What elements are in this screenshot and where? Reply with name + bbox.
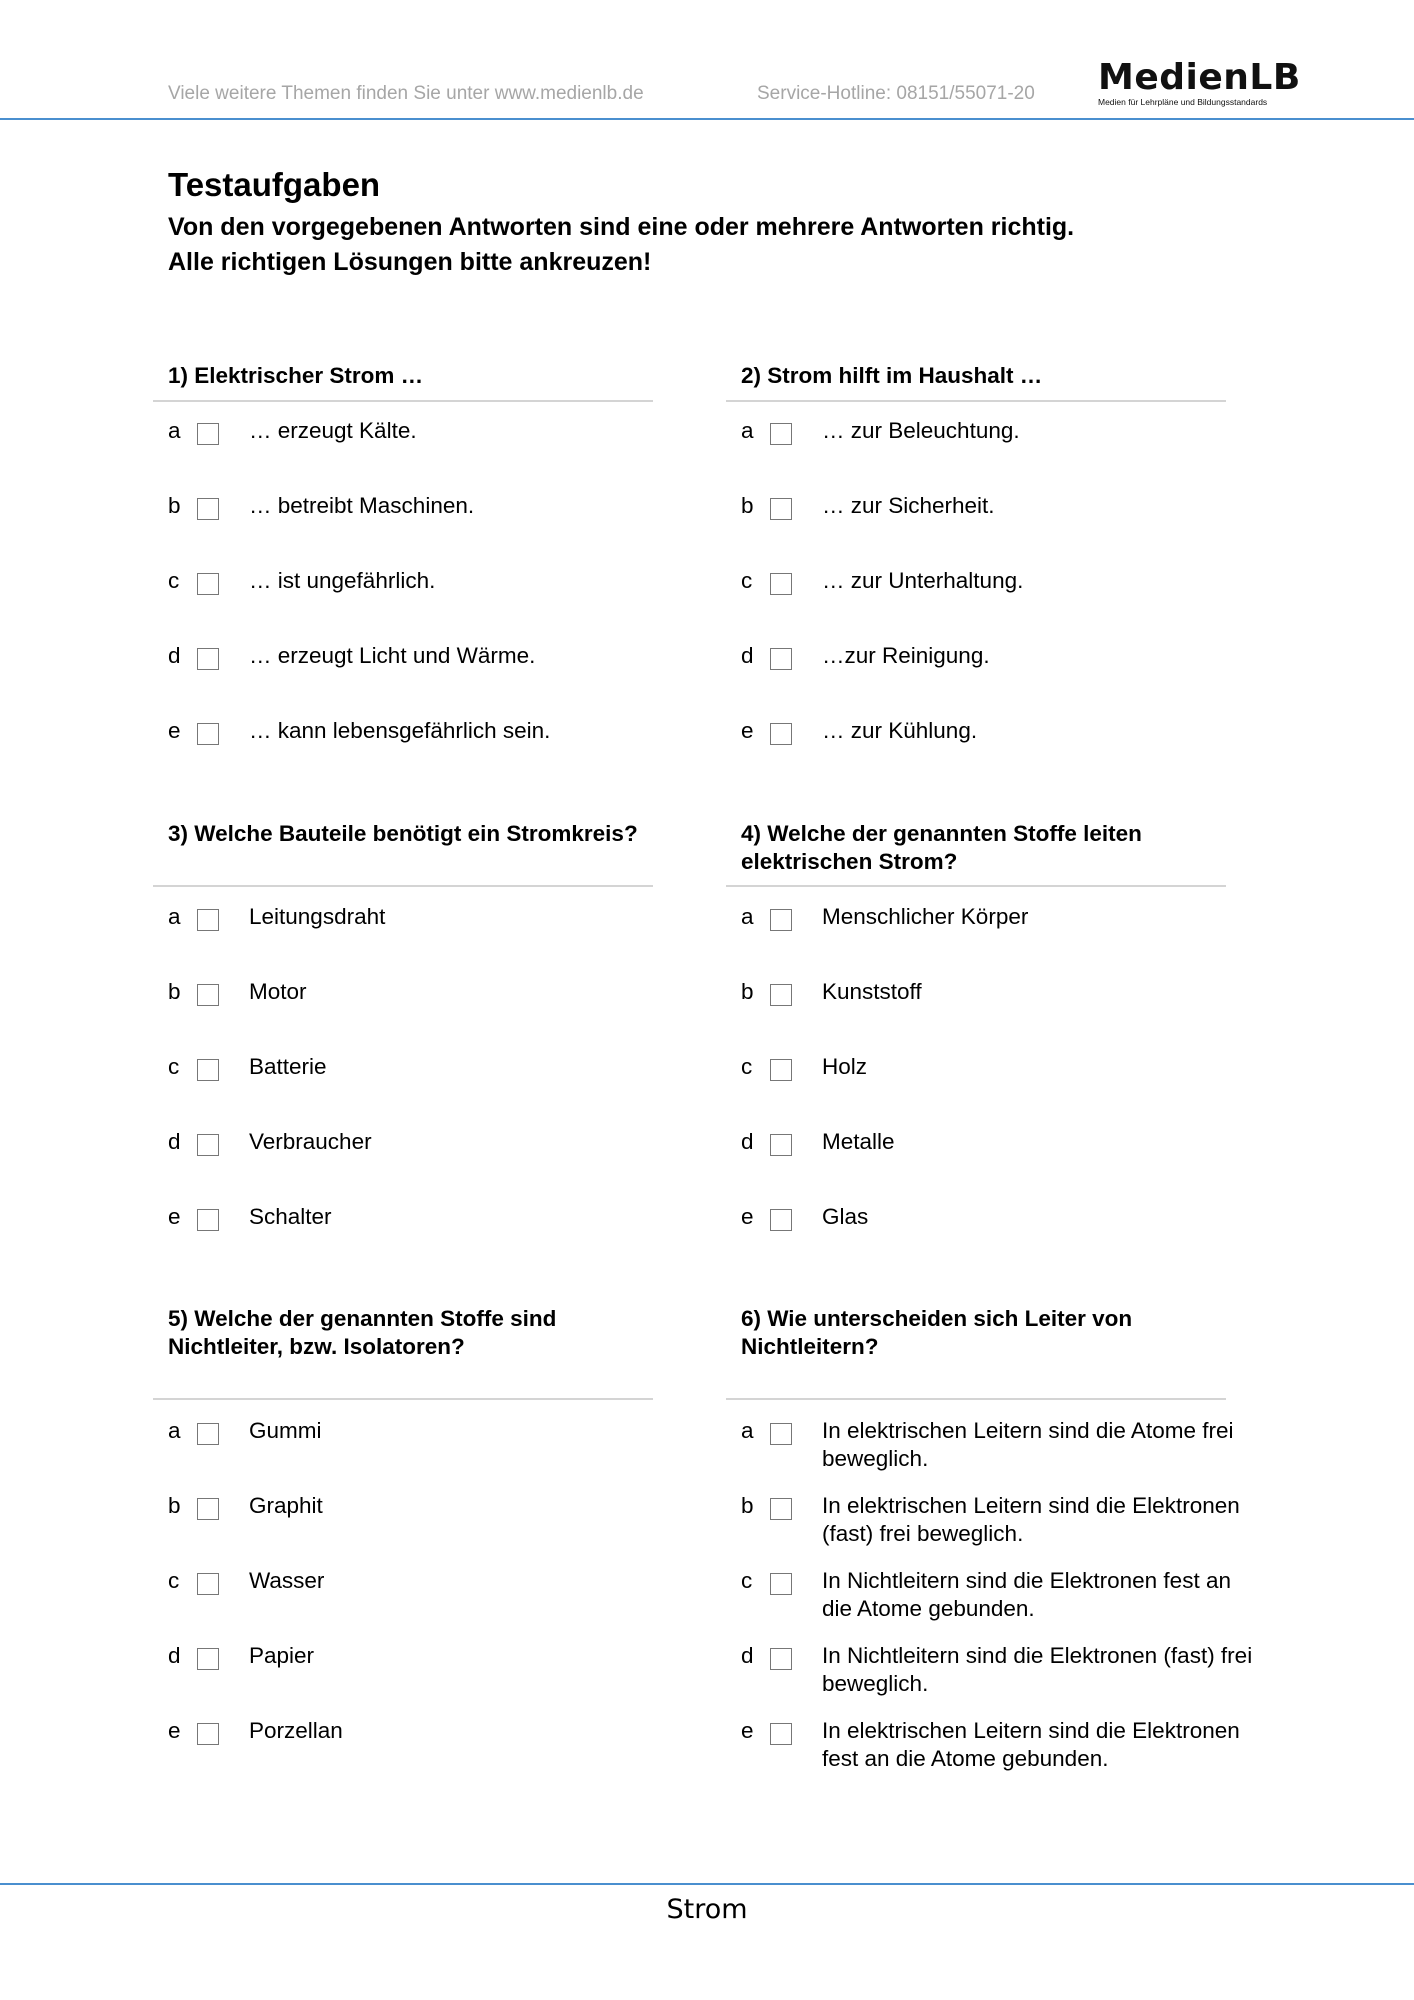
- option-letter: a: [168, 1418, 181, 1443]
- question-heading: 6) Wie unterscheiden sich Leiter von Nichtleitern?: [741, 1306, 1133, 1359]
- answer-checkbox[interactable]: [770, 1498, 792, 1520]
- answer-option[interactable]: [168, 717, 688, 777]
- answer-checkbox[interactable]: [197, 573, 219, 595]
- option-text: Metalle: [822, 1129, 895, 1154]
- answer-checkbox[interactable]: [770, 723, 792, 745]
- page-header: [0, 0, 1414, 120]
- option-letter: b: [741, 1493, 754, 1518]
- option-letter: a: [741, 1418, 754, 1443]
- option-letter: a: [741, 904, 754, 929]
- option-letter: c: [168, 1568, 180, 1593]
- option-text: … zur Kühlung.: [822, 718, 978, 743]
- option-letter: d: [741, 1129, 754, 1154]
- answer-option[interactable]: [168, 903, 688, 963]
- option-letter: c: [168, 1054, 180, 1079]
- option-letter: e: [741, 718, 754, 743]
- answer-option[interactable]: [741, 1567, 1261, 1627]
- option-letter: d: [168, 643, 181, 668]
- option-text: …zur Reinigung.: [822, 643, 990, 668]
- answer-checkbox[interactable]: [770, 1648, 792, 1670]
- footer-topic-label: Strom: [666, 1894, 748, 1925]
- option-text: … zur Beleuchtung.: [822, 418, 1020, 443]
- answer-option[interactable]: [741, 1642, 1261, 1702]
- answer-checkbox[interactable]: [770, 1209, 792, 1231]
- answer-option[interactable]: [168, 1128, 688, 1188]
- answer-checkbox[interactable]: [770, 909, 792, 931]
- option-text: In Nichtleitern sind die Elektronen (fast) frei beweglich.: [822, 1643, 1253, 1696]
- option-text: … kann lebensgefährlich sein.: [249, 718, 551, 743]
- question-heading: 4) Welche der genannten Stoffe leiten elektrischen Strom?: [741, 821, 1142, 874]
- answer-checkbox[interactable]: [770, 1059, 792, 1081]
- answer-option[interactable]: [741, 417, 1261, 477]
- question-divider: [726, 400, 1226, 402]
- question-heading: 1) Elektrischer Strom …: [168, 363, 424, 388]
- question-divider: [726, 885, 1226, 887]
- answer-option[interactable]: [168, 978, 688, 1038]
- option-text: Graphit: [249, 1493, 323, 1518]
- option-text: Motor: [249, 979, 307, 1004]
- option-letter: d: [168, 1129, 181, 1154]
- answer-checkbox[interactable]: [770, 1723, 792, 1745]
- answer-checkbox[interactable]: [197, 423, 219, 445]
- answer-checkbox[interactable]: [770, 498, 792, 520]
- option-letter: b: [168, 493, 181, 518]
- question-heading: 5) Welche der genannten Stoffe sind Nichtleiter, bzw. Isolatoren?: [168, 1306, 557, 1359]
- answer-option[interactable]: [168, 1417, 688, 1477]
- option-letter: a: [741, 418, 754, 443]
- answer-option[interactable]: [168, 567, 688, 627]
- answer-checkbox[interactable]: [197, 984, 219, 1006]
- option-text: In elektrischen Leitern sind die Atome frei beweglich.: [822, 1418, 1234, 1471]
- option-letter: e: [168, 1204, 181, 1229]
- option-letter: a: [168, 418, 181, 443]
- question-heading: 3) Welche Bauteile benötigt ein Stromkreis?: [168, 821, 638, 846]
- answer-checkbox[interactable]: [770, 1573, 792, 1595]
- header-divider: [0, 118, 1414, 120]
- answer-option[interactable]: [741, 1128, 1261, 1188]
- answer-checkbox[interactable]: [770, 573, 792, 595]
- option-letter: b: [168, 979, 181, 1004]
- answer-checkbox[interactable]: [197, 648, 219, 670]
- answer-option[interactable]: [741, 903, 1261, 963]
- option-letter: c: [741, 568, 753, 593]
- answer-option[interactable]: [741, 1717, 1261, 1777]
- answer-option[interactable]: [168, 642, 688, 702]
- instruction-line-1: Von den vorgegebenen Antworten sind eine oder mehrere Antworten richtig.: [168, 213, 1075, 241]
- answer-checkbox[interactable]: [197, 1648, 219, 1670]
- header-hotline: Service-Hotline: 08151/55071-20: [757, 83, 1035, 104]
- option-letter: e: [168, 718, 181, 743]
- option-text: Porzellan: [249, 1718, 343, 1743]
- option-text: Batterie: [249, 1054, 327, 1079]
- answer-option[interactable]: [741, 1053, 1261, 1113]
- answer-checkbox[interactable]: [197, 1723, 219, 1745]
- option-text: Holz: [822, 1054, 868, 1079]
- answer-checkbox[interactable]: [197, 1573, 219, 1595]
- answer-option[interactable]: [741, 1417, 1261, 1477]
- answer-option[interactable]: [741, 978, 1261, 1038]
- option-letter: d: [741, 643, 754, 668]
- instruction-line-2: Alle richtigen Lösungen bitte ankreuzen!: [168, 248, 652, 276]
- option-letter: b: [741, 493, 754, 518]
- option-text: Kunststoff: [822, 979, 922, 1004]
- option-text: Schalter: [249, 1204, 332, 1229]
- question-heading: 2) Strom hilft im Haushalt …: [741, 363, 1043, 388]
- answer-checkbox[interactable]: [197, 498, 219, 520]
- option-letter: e: [741, 1204, 754, 1229]
- logo-tagline: Medien für Lehrpläne und Bildungsstandards: [1098, 97, 1268, 107]
- answer-checkbox[interactable]: [197, 1134, 219, 1156]
- answer-option[interactable]: [741, 717, 1261, 777]
- answer-option[interactable]: [741, 1492, 1261, 1552]
- answer-option[interactable]: [168, 492, 688, 552]
- answer-option[interactable]: [168, 1203, 688, 1263]
- medienlb-logo: [1098, 57, 1301, 107]
- option-letter: c: [741, 1054, 753, 1079]
- answer-checkbox[interactable]: [197, 1209, 219, 1231]
- question-divider: [726, 1398, 1226, 1400]
- option-text: Wasser: [249, 1568, 325, 1593]
- answer-checkbox[interactable]: [770, 423, 792, 445]
- option-text: … zur Unterhaltung.: [822, 568, 1024, 593]
- answer-checkbox[interactable]: [770, 984, 792, 1006]
- option-text: Menschlicher Körper: [822, 904, 1029, 929]
- answer-option[interactable]: [168, 1642, 688, 1702]
- option-text: Verbraucher: [249, 1129, 372, 1154]
- option-text: In elektrischen Leitern sind die Elektronen fest an die Atome gebunden.: [822, 1718, 1240, 1771]
- answer-option[interactable]: [741, 567, 1261, 627]
- option-text: … betreibt Maschinen.: [249, 493, 475, 518]
- footer-divider: [0, 1883, 1414, 1885]
- question-divider: [153, 1398, 653, 1400]
- option-letter: d: [168, 1643, 181, 1668]
- option-letter: b: [168, 1493, 181, 1518]
- answer-option[interactable]: [168, 1567, 688, 1627]
- option-text: Gummi: [249, 1418, 322, 1443]
- answer-option[interactable]: [168, 1492, 688, 1552]
- option-text: Glas: [822, 1204, 869, 1229]
- answer-option[interactable]: [741, 642, 1261, 702]
- option-text: … erzeugt Kälte.: [249, 418, 417, 443]
- answer-option[interactable]: [168, 1717, 688, 1777]
- option-letter: d: [741, 1643, 754, 1668]
- answer-option[interactable]: [741, 492, 1261, 552]
- option-letter: e: [741, 1718, 754, 1743]
- answer-option[interactable]: [168, 1053, 688, 1113]
- header-website-link[interactable]: Viele weitere Themen finden Sie unter www.medienlb.de: [168, 83, 644, 104]
- logo-wordmark: MedienLB: [1098, 57, 1301, 98]
- option-text: … erzeugt Licht und Wärme.: [249, 643, 536, 668]
- answer-checkbox[interactable]: [197, 1498, 219, 1520]
- option-letter: c: [168, 568, 180, 593]
- option-letter: b: [741, 979, 754, 1004]
- option-text: In elektrischen Leitern sind die Elektronen (fast) frei beweglich.: [822, 1493, 1240, 1546]
- answer-checkbox[interactable]: [770, 648, 792, 670]
- option-text: Papier: [249, 1643, 315, 1668]
- option-text: In Nichtleitern sind die Elektronen fest an die Atome gebunden.: [822, 1568, 1231, 1621]
- page-title: Testaufgaben: [168, 166, 381, 203]
- question-divider: [153, 400, 653, 402]
- option-letter: e: [168, 1718, 181, 1743]
- answer-checkbox[interactable]: [197, 1423, 219, 1445]
- answer-checkbox[interactable]: [197, 909, 219, 931]
- answer-option[interactable]: [741, 1203, 1261, 1263]
- question-divider: [153, 885, 653, 887]
- option-text: … ist ungefährlich.: [249, 568, 436, 593]
- answer-checkbox[interactable]: [770, 1134, 792, 1156]
- answer-checkbox[interactable]: [197, 723, 219, 745]
- answer-checkbox[interactable]: [197, 1059, 219, 1081]
- option-letter: a: [168, 904, 181, 929]
- option-text: Leitungsdraht: [249, 904, 386, 929]
- answer-checkbox[interactable]: [770, 1423, 792, 1445]
- option-letter: c: [741, 1568, 753, 1593]
- answer-option[interactable]: [168, 417, 688, 477]
- option-text: … zur Sicherheit.: [822, 493, 995, 518]
